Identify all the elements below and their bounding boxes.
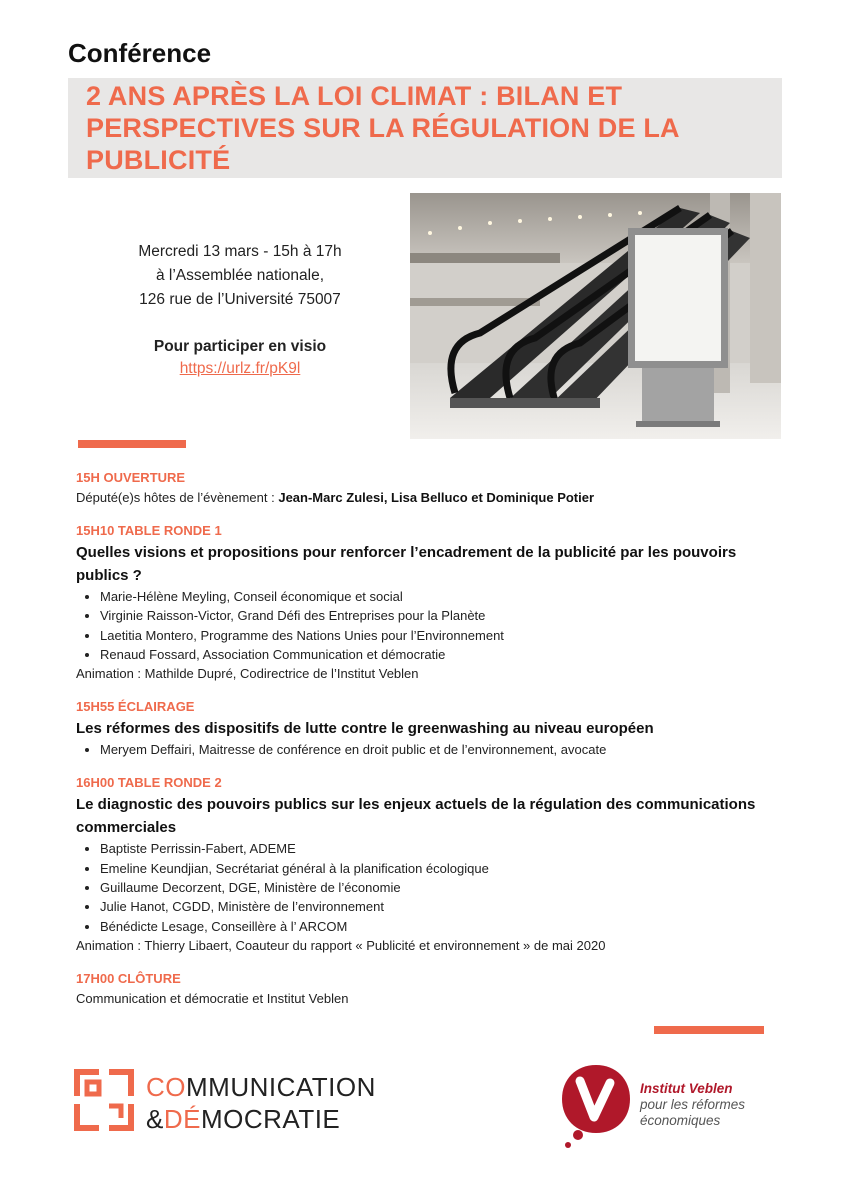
event-venue: à l’Assemblée nationale,: [155, 267, 325, 284]
visio-link[interactable]: https://urlz.fr/pK9l: [179, 360, 301, 377]
session-time: 15H OUVERTURE: [76, 470, 186, 485]
session-time: 15H55 ÉCLAIRAGE: [76, 699, 195, 715]
hosts-prefix: Député(e)s hôtes de l’évènement :: [76, 490, 279, 505]
session-time: 15H10 TABLE RONDE 1: [76, 523, 222, 538]
communication-democratie-logo-icon: [73, 1068, 135, 1132]
visio-label: Pour participer en visio: [153, 338, 327, 355]
speaker-list: [76, 839, 776, 935]
closing-text: Communication et démocratie et Institut Veblen: [76, 990, 349, 1006]
session-question: Quelles visions et propositions pour renforcer l’encadrement de la publicité par les pouvoirs publics ?: [76, 544, 737, 584]
session-question: Les réformes des dispositifs de lutte contre le greenwashing au niveau européen: [76, 720, 654, 738]
session-closing: [76, 969, 776, 1008]
list-item: • Guillaume Decorzent, DGE, Ministère de l’économie: [100, 878, 776, 897]
session-time: 16H00 TABLE RONDE 2: [76, 775, 222, 791]
event-date: Mercredi 13 mars - 15h à 17h: [138, 243, 342, 260]
session-animation: Animation : Thierry Libaert, Coauteur du rapport « Publicité et environnement » de mai 2020: [76, 937, 606, 953]
wordmark-amp: &: [146, 1104, 164, 1134]
program: [76, 468, 776, 1022]
list-item: • Virginie Raisson-Victor, Grand Défi des Entreprises pour la Planète: [100, 606, 776, 625]
communication-democratie-wordmark: [146, 1071, 376, 1135]
institut-veblen-wordmark: [640, 1081, 745, 1129]
session-hosts: [76, 488, 776, 507]
conference-label: Conférence: [68, 38, 212, 68]
wordmark-accent: DÉ: [163, 1104, 201, 1134]
list-item: • Emeline Keundjian, Secrétariat général à la planification écologique: [100, 859, 776, 878]
list-item: • Bénédicte Lesage, Conseillère à l’ ARCOM: [100, 917, 776, 936]
list-item: • Renaud Fossard, Association Communication et démocratie: [100, 645, 776, 664]
list-item: • Meryem Deffairi, Maitresse de conférence en droit public et de l’environnement, avocate: [100, 740, 776, 759]
wordmark-rest: MOCRATIE: [200, 1104, 341, 1134]
wordmark-rest: MMUNICATION: [186, 1072, 376, 1102]
list-item: • Julie Hanot, CGDD, Ministère de l’environnement: [100, 897, 776, 916]
session-question: Le diagnostic des pouvoirs publics sur les enjeux actuels de la régulation des communications commerciales: [76, 796, 756, 837]
list-item: • Laetitia Montero, Programme des Nations Unies pour l’Environnement: [100, 626, 776, 645]
veblen-tagline: pour les réformes: [640, 1097, 746, 1112]
accent-divider-bottom: [654, 1026, 764, 1034]
veblen-name: Institut Veblen: [640, 1081, 733, 1096]
session-round-1: [76, 521, 776, 683]
veblen-tagline: économiques: [640, 1113, 721, 1128]
session-eclairage: [76, 697, 776, 759]
speaker-list: [76, 587, 776, 664]
hosts-names: Jean-Marc Zulesi, Lisa Belluco et Dominique Potier: [278, 490, 595, 505]
session-animation: Animation : Mathilde Dupré, Codirectrice de l’Institut Veblen: [76, 666, 419, 682]
conference-title: 2 ANS APRÈS LA LOI CLIMAT : BILAN ET PERSPECTIVES SUR LA RÉGULATION DE LA PUBLICITÉ: [86, 81, 679, 175]
session-opening: [76, 468, 776, 507]
wordmark-accent: CO: [146, 1072, 186, 1102]
list-item: • Marie-Hélène Meyling, Conseil économique et social: [100, 587, 776, 606]
session-time: 17H00 CLÔTURE: [76, 970, 181, 986]
session-round-2: [76, 773, 776, 954]
event-address: 126 rue de l’Université 75007: [139, 291, 341, 308]
event-details: [100, 240, 380, 312]
accent-divider-top: [78, 440, 186, 448]
escalator-billboard-photo: [410, 193, 781, 439]
speaker-list: [76, 740, 776, 759]
institut-veblen-logo-icon: [560, 1063, 632, 1148]
list-item: • Baptiste Perrissin-Fabert, ADEME: [100, 839, 776, 858]
